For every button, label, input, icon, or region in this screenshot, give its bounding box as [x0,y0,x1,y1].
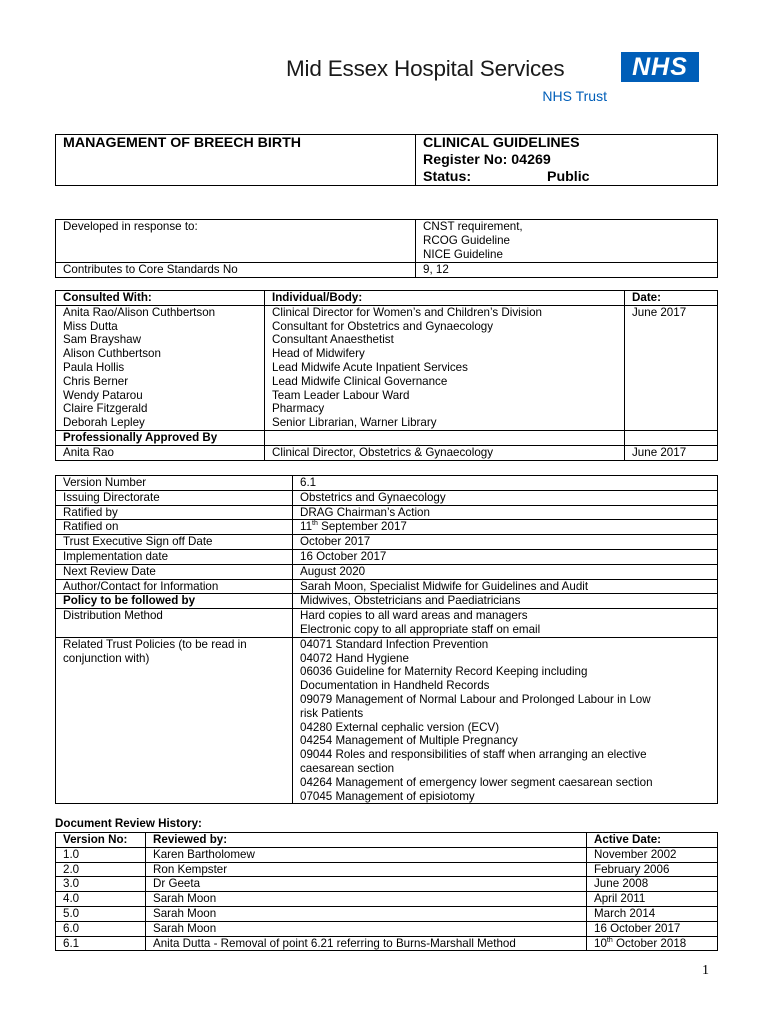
consultee-body: Lead Midwife Clinical Governance [272,374,448,388]
title-table [55,134,718,186]
related-policy: Documentation in Handheld Records [300,679,490,693]
review-reviewer: Karen Bartholomew [146,847,587,862]
related-policy: 09079 Management of Normal Labour and Prolonged Labour in Low [300,692,651,706]
review-date-rest: October 2018 [612,936,687,950]
developed-values [416,220,718,263]
review-history-label: Document Review History: [55,817,202,830]
guideline-type: CLINICAL GUIDELINES [423,135,580,151]
version-info-table [55,475,718,804]
status-line [423,169,712,186]
review-version: 4.0 [56,892,146,907]
implementation-value: 16 October 2017 [293,549,718,564]
document-title-cell [56,135,416,186]
consultee-name: Wendy Patarou [63,388,143,402]
review-version: 3.0 [56,877,146,892]
table-row [56,921,718,936]
consultee-name: Miss Dutta [63,319,118,333]
consultee-body: Pharmacy [272,402,325,416]
consultee-body: Head of Midwifery [272,347,365,361]
ratified-on-label: Ratified on [56,520,293,535]
consultation-date: June 2017 [625,305,718,430]
version-number-value: 6.1 [293,476,718,491]
review-version: 1.0 [56,847,146,862]
review-date-suffix: th [606,936,613,944]
ratified-by-value: DRAG Chairman’s Action [293,505,718,520]
ratified-by-label: Ratified by [56,505,293,520]
table-row [56,862,718,877]
header-date: Date: [625,291,718,306]
policy-label: Policy to be followed by [56,594,293,609]
core-standards-label: Contributes to Core Standards No [56,263,416,278]
status-label: Status: [423,168,472,185]
ratified-on-day: 11 [300,520,313,534]
organisation-name: Mid Essex Hospital Services [286,56,565,81]
header-version-no: Version No: [56,833,146,848]
guideline-info-cell [416,135,718,186]
review-version: 2.0 [56,862,146,877]
policy-value: Midwives, Obstetricians and Paediatricians [293,594,718,609]
developed-value: CNST requirement, [423,220,523,233]
page-number: 1 [702,963,709,978]
review-date: April 2011 [587,892,718,907]
review-reviewer: Ron Kempster [146,862,587,877]
ratified-on-suffix: th [312,520,318,528]
related-policy: caesarean section [300,761,395,775]
related-label-line: Related Trust Policies (to be read in [63,637,247,651]
implementation-label: Implementation date [56,549,293,564]
nhs-trust-label: NHS Trust [542,88,607,104]
review-date [587,936,718,951]
consultee-body: Clinical Director for Women’s and Children’s Division [272,305,542,319]
ratified-on-value [293,520,718,535]
related-policy: 04071 Standard Infection Prevention [300,637,489,651]
author-label: Author/Contact for Information [56,579,293,594]
related-policy: 09044 Roles and responsibilities of staff when arranging an elective [300,748,647,762]
table-row [56,936,718,951]
related-policies-label [56,637,293,804]
review-date: June 2008 [587,877,718,892]
review-date-day: 10 [594,936,607,950]
next-review-label: Next Review Date [56,564,293,579]
consultee-name: Deborah Lepley [63,416,145,430]
related-policy: 06036 Guideline for Maternity Record Keeping including [300,665,588,679]
approved-by-body: Clinical Director, Obstetrics & Gynaecology [265,445,625,460]
status-value: Public [547,168,590,185]
directorate-value: Obstetrics and Gynaecology [293,490,718,505]
header-consulted-with: Consulted With: [56,291,265,306]
approved-by-label: Professionally Approved By [56,430,265,445]
approved-by-empty-date [625,430,718,445]
distribution-label: Distribution Method [56,609,293,638]
distribution-item: Hard copies to all ward areas and managers [300,609,528,623]
review-reviewer: Sarah Moon [146,921,587,936]
related-policy: 04280 External cephalic version (ECV) [300,720,500,734]
related-policy: 04264 Management of emergency lower segment caesarean section [300,775,653,789]
related-policy: 04072 Hand Hygiene [300,651,409,665]
consultee-body: Team Leader Labour Ward [272,388,410,402]
consulted-bodies [265,305,625,430]
consultee-name: Paula Hollis [63,360,125,374]
table-row [56,892,718,907]
distribution-values [293,609,718,638]
table-row [56,847,718,862]
author-value: Sarah Moon, Specialist Midwife for Guidelines and Audit [293,579,718,594]
document-title: MANAGEMENT OF BREECH BIRTH [63,135,302,151]
related-policies-list [293,637,718,804]
related-label-line: conjunction with) [63,651,150,665]
consultee-name: Claire Fitzgerald [63,402,148,416]
approved-by-empty [265,430,625,445]
developed-label: Developed in response to: [56,220,416,263]
review-version: 6.1 [56,936,146,951]
directorate-label: Issuing Directorate [56,490,293,505]
approved-by-date: June 2017 [625,445,718,460]
related-policy: risk Patients [300,706,364,720]
review-history-table [55,832,718,951]
development-table [55,219,718,278]
consultation-table [55,290,718,461]
developed-value: NICE Guideline [423,247,503,261]
review-reviewer: Sarah Moon [146,906,587,921]
next-review-value: August 2020 [293,564,718,579]
developed-value: RCOG Guideline [423,233,510,247]
ratified-on-rest: September 2017 [317,520,407,534]
consultee-name: Chris Berner [63,374,129,388]
consulted-names [56,305,265,430]
consultee-name: Sam Brayshaw [63,333,141,347]
distribution-item: Electronic copy to all appropriate staff on email [300,622,541,636]
review-date: 16 October 2017 [587,921,718,936]
register-number: Register No: 04269 [423,151,551,168]
consultee-name: Alison Cuthbertson [63,347,161,361]
review-reviewer: Anita Dutta - Removal of point 6.21 referring to Burns-Marshall Method [146,936,587,951]
consultee-name: Anita Rao/Alison Cuthbertson [63,305,216,319]
review-reviewer: Sarah Moon [146,892,587,907]
review-version: 6.0 [56,921,146,936]
consultee-body: Senior Librarian, Warner Library [272,416,437,430]
table-row [56,906,718,921]
header-active-date: Active Date: [587,833,718,848]
related-policy: 07045 Management of episiotomy [300,789,475,803]
consultee-body: Lead Midwife Acute Inpatient Services [272,360,468,374]
exec-signoff-value: October 2017 [293,535,718,550]
review-reviewer: Dr Geeta [146,877,587,892]
version-number-label: Version Number [56,476,293,491]
review-date: November 2002 [587,847,718,862]
exec-signoff-label: Trust Executive Sign off Date [56,535,293,550]
core-standards-value: 9, 12 [416,263,718,278]
header-individual-body: Individual/Body: [265,291,625,306]
consultee-body: Consultant Anaesthetist [272,333,394,347]
consultee-body: Consultant for Obstetrics and Gynaecology [272,319,494,333]
approved-by-name: Anita Rao [56,445,265,460]
header-reviewed-by: Reviewed by: [146,833,587,848]
related-policy: 04254 Management of Multiple Pregnancy [300,734,518,748]
table-row [56,877,718,892]
review-date: March 2014 [587,906,718,921]
nhs-logo: NHS [621,52,699,82]
review-version: 5.0 [56,906,146,921]
review-date: February 2006 [587,862,718,877]
